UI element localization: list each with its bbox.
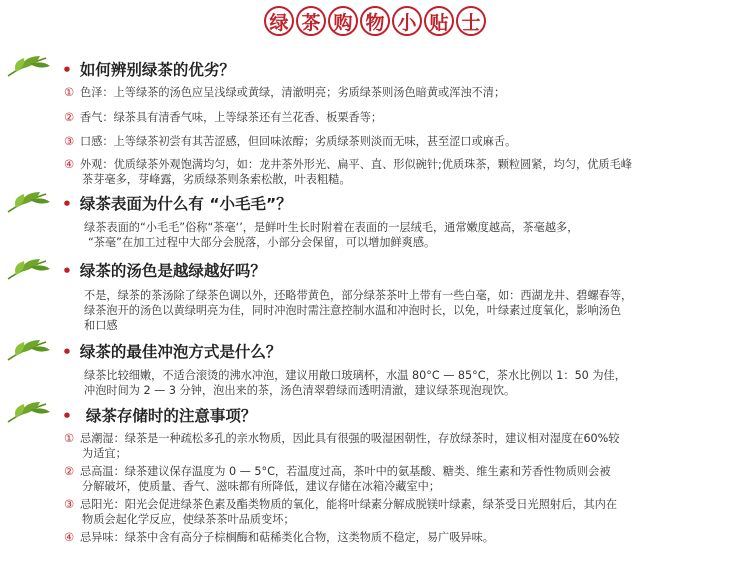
- question-heading: • 如何辨别绿茶的优劣？: [62, 61, 235, 79]
- title-char: 小: [392, 6, 422, 36]
- list-item: ② 香气：绿茶具有清香气味，上等绿茶还有兰花香、板栗香等；: [64, 111, 383, 124]
- tea-leaf-icon: [6, 54, 52, 78]
- list-item-continued: 物质会起化学反应，使绿茶茶叶品质变坏；: [82, 513, 295, 526]
- list-item: ① 色泽：上等绿茶的汤色应呈浅绿或黄绿，清澈明亮；劣质绿茶则汤色暗黄或浑浊不清；: [64, 86, 506, 99]
- title-char: 茶: [296, 6, 326, 36]
- answer-line: 冲泡时间为 2 — 3 分钟，泡出来的茶，汤色清翠碧绿而透明清澈，建议绿茶现泡现饮。: [84, 384, 516, 397]
- title-char: 物: [360, 6, 390, 36]
- answer-line: 和口感: [84, 319, 118, 332]
- item-number: ③: [64, 498, 75, 511]
- title-char: 士: [456, 6, 486, 36]
- answer-text: [84, 220, 724, 250]
- item-number: ②: [64, 465, 75, 478]
- list-item: ④ 忌异味：绿茶中含有高分子棕榈酶和萜稀类化合物，这类物质不稳定，易广吸异味。: [64, 531, 494, 544]
- list-item: ④ 外观：优质绿茶外观饱满均匀，如：龙井茶外形光、扁平、直、形似碗针;优质珠茶，颗粒圆紧，均匀，优质毛峰: [64, 158, 632, 171]
- question-heading: • 绿茶的汤色是越绿越好吗？: [62, 262, 266, 280]
- list-item: ③ 忌阳光：阳光会促进绿茶色素及酯类物质的氧化，能将叶绿素分解成脱镁叶绿素，绿茶受日光照射后，其内在: [64, 498, 618, 511]
- tea-leaf-icon: [6, 190, 52, 214]
- item-number: ①: [64, 86, 75, 99]
- item-number: ②: [64, 111, 75, 124]
- answer-line: “茶毫”在加工过程中大部分会脱落，小部分会保留，可以增加鲜爽感。: [88, 236, 436, 249]
- question-heading: • 绿茶存储时的注意事项？: [62, 407, 257, 425]
- tea-leaf-icon: [6, 257, 52, 281]
- item-number: ③: [64, 135, 75, 148]
- list-item-continued: 分解破坏，使质量、香气、滋味都有所降低，建议存储在冰箱冷藏室中；: [82, 480, 441, 493]
- title-char: 购: [328, 6, 358, 36]
- tea-leaf-icon: [6, 338, 52, 362]
- item-number: ④: [64, 531, 75, 544]
- page-title: [0, 6, 750, 40]
- list-item: ③ 口感：上等绿茶初尝有其苦涩感，但回味浓醇；劣质绿茶则淡而无味，甚至涩口或麻舌。: [64, 135, 517, 148]
- title-char: 绿: [264, 6, 294, 36]
- item-number: ④: [64, 158, 75, 171]
- answer-line: 绿茶比较细嫩，不适合滚烫的沸水冲泡，建议用敞口玻璃杯，水温 80°C — 85°C，茶水比例以 1：50 为佳，: [84, 369, 626, 382]
- question-heading: • 绿茶的最佳冲泡方式是什么？: [62, 343, 282, 361]
- list-item-continued: 为适宜；: [82, 447, 127, 460]
- list-item: ① 忌潮湿：绿茶是一种疏松多孔的亲水物质，因此具有很强的吸湿困朝性，存放绿茶时，建议相对湿度在60%较: [64, 432, 620, 445]
- title-char: 贴: [424, 6, 454, 36]
- list-item: ② 忌高温：绿茶建议保存温度为 0 — 5°C，若温度过高，茶叶中的氨基酸、糖类、维生素和芳香性物质则会被: [64, 465, 611, 478]
- list-item-continued: 茶芽毫多，芽峰露，劣质绿茶则条索松散，叶表粗糙。: [82, 173, 351, 186]
- item-number: ①: [64, 432, 75, 445]
- answer-text: [84, 288, 724, 333]
- answer-line: 绿茶泡开的汤色以黄绿明亮为佳，同时冲泡时需注意控制水温和冲泡时长，以免，叶绿素过度氧化，影响汤色: [84, 304, 622, 317]
- tea-leaf-icon: [6, 400, 52, 424]
- answer-text: [84, 368, 724, 398]
- answer-line: 不是，绿茶的茶汤除了绿茶色调以外，还略带黄色，部分绿茶茶叶上带有一些白毫，如：西湖龙井、碧螺春等，: [84, 289, 633, 302]
- answer-line: 绿茶表面的“小毛毛”俗称“茶毫‘’，是鲜叶生长时附着在表面的一层绒毛，通常嫩度越高，茶毫越多，: [84, 221, 579, 234]
- question-heading: • 绿茶表面为什么有 “小毛毛”？: [62, 195, 292, 213]
